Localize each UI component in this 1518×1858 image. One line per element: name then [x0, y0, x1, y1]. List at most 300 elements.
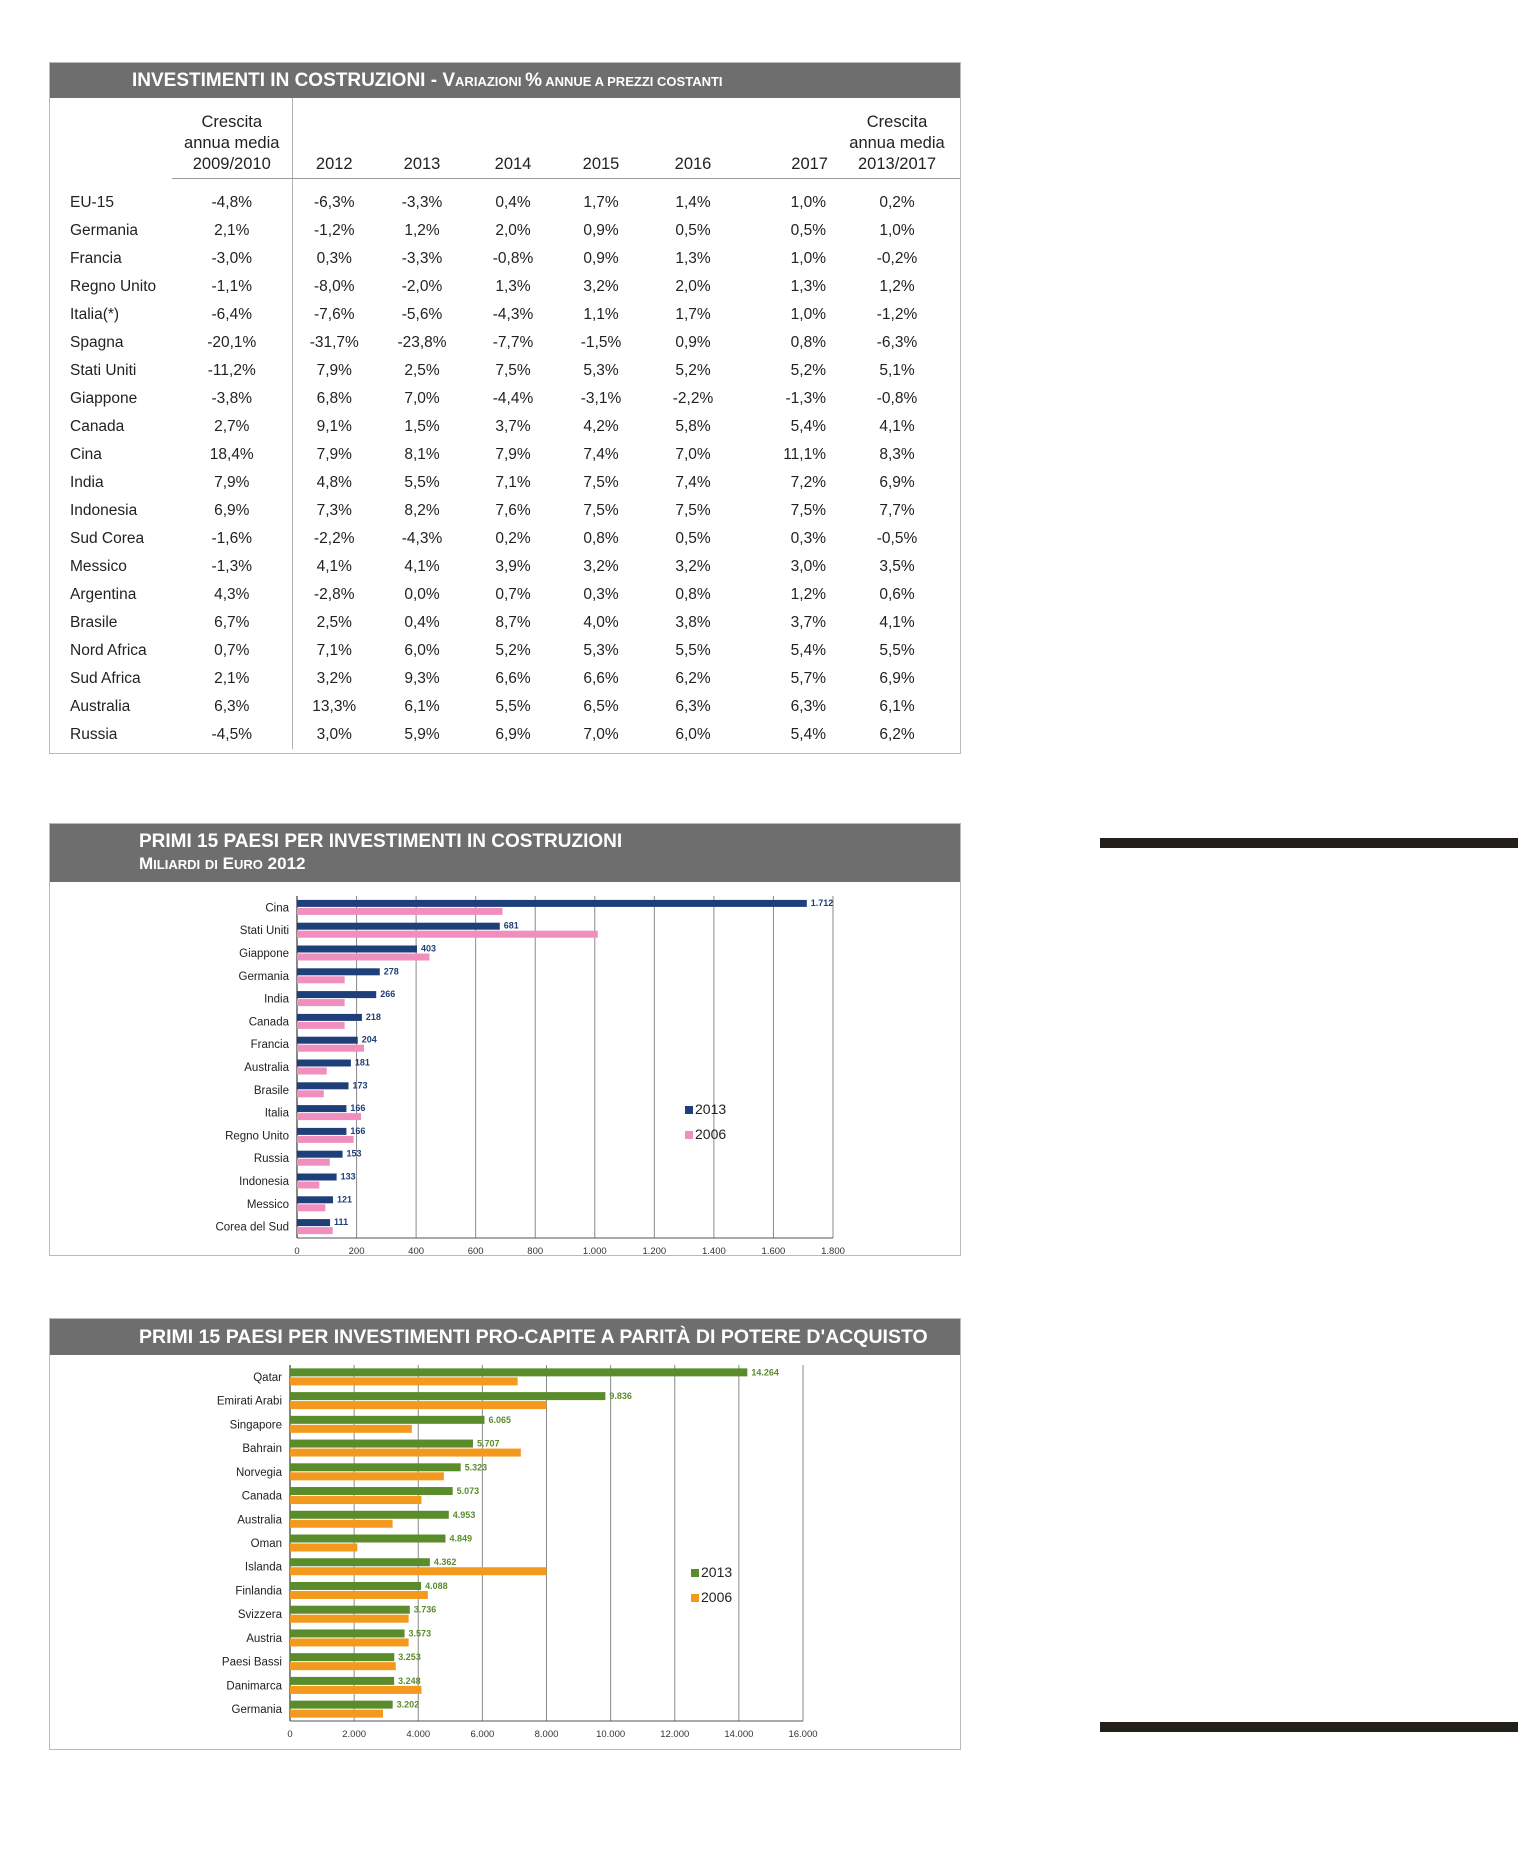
table-row: [50, 441, 960, 469]
bar-2013: [297, 1128, 346, 1135]
bar-2006: [297, 1045, 364, 1052]
country-cell: Brasile: [70, 614, 118, 631]
country-cell: Regno Unito: [70, 278, 157, 295]
header-2013: 2013: [376, 98, 468, 179]
table-row: [50, 693, 960, 721]
data-label: 5.707: [476, 1438, 500, 1449]
value-cell: 5,1%: [879, 362, 915, 379]
value-cell: 6,2%: [675, 670, 711, 687]
value-cell: 1,4%: [675, 194, 711, 211]
value-cell: 1,7%: [583, 194, 619, 211]
value-cell: -1,5%: [580, 334, 622, 351]
country-cell: Sud Corea: [70, 530, 145, 547]
header-text: 2009/2010: [192, 155, 271, 173]
value-cell: 5,5%: [675, 642, 711, 659]
value-cell: 1,1%: [583, 306, 619, 323]
header-2016: 2016: [644, 98, 742, 179]
value-cell: 18,4%: [172, 441, 292, 469]
value-cell: -4,4%: [492, 390, 534, 407]
data-label: 4.953: [452, 1509, 476, 1520]
value-cell: 0,0%: [404, 586, 440, 603]
country-cell: Indonesia: [70, 502, 138, 519]
x-tick-label: 600: [467, 1246, 484, 1255]
value-cell: 6,1%: [879, 698, 915, 715]
chart2-svg: [50, 1355, 960, 1749]
data-label: 121: [337, 1194, 353, 1205]
value-cell: 1,3%: [495, 278, 531, 295]
bar-2006: [290, 1472, 444, 1480]
bar-2013: [290, 1558, 430, 1566]
value-cell: 1,0%: [790, 194, 826, 211]
data-label: 5.323: [464, 1462, 488, 1473]
header-2015: 2015: [558, 98, 644, 179]
value-cell: 5,3%: [583, 362, 619, 379]
value-cell: 7,2%: [790, 474, 826, 491]
bar-2006: [297, 931, 598, 938]
value-cell: 5,8%: [675, 418, 711, 435]
data-label: 4.849: [449, 1533, 473, 1544]
header-2014: 2014: [468, 98, 558, 179]
country-cell: Germania: [70, 222, 139, 239]
value-cell: 1,2%: [879, 278, 915, 295]
header-text: Crescita: [201, 113, 262, 131]
category-label: Austria: [246, 1632, 282, 1645]
category-label: Brasile: [253, 1084, 289, 1097]
value-cell: 1,7%: [675, 306, 711, 323]
table-header-row: [50, 98, 960, 179]
category-label: Regno Unito: [225, 1130, 289, 1143]
value-cell: 0,2%: [879, 194, 915, 211]
bar-2006: [297, 976, 345, 983]
value-cell: 7,4%: [583, 446, 619, 463]
bar-2013: [290, 1629, 405, 1637]
value-cell: 4,0%: [583, 614, 619, 631]
bar-2013: [297, 968, 380, 975]
value-cell: 5,2%: [675, 362, 711, 379]
value-cell: 3,5%: [879, 558, 915, 575]
bar-2013: [290, 1368, 747, 1376]
value-cell: -4,3%: [492, 306, 534, 323]
value-cell: 4,1%: [879, 614, 915, 631]
value-cell: 7,0%: [675, 446, 711, 463]
value-cell: 0,8%: [790, 334, 826, 351]
value-cell: 0,7%: [172, 637, 292, 665]
table-row: [50, 179, 960, 218]
value-cell: -1,3%: [785, 390, 826, 407]
growth-table-panel: [49, 62, 961, 754]
data-label: 403: [421, 943, 437, 954]
value-cell: 5,5%: [495, 698, 531, 715]
value-cell: 3,8%: [675, 614, 711, 631]
value-cell: -2,2%: [672, 390, 714, 407]
value-cell: -2,0%: [401, 278, 443, 295]
bar-2006: [290, 1686, 421, 1694]
value-cell: -2,2%: [314, 530, 355, 547]
value-cell: 8,7%: [495, 614, 531, 631]
value-cell: 3,7%: [495, 418, 531, 435]
x-tick-label: 16.000: [788, 1729, 818, 1740]
value-cell: -4,3%: [401, 530, 443, 547]
value-cell: 3,7%: [790, 614, 826, 631]
country-cell: Canada: [70, 418, 125, 435]
value-cell: 3,2%: [583, 558, 619, 575]
value-cell: 0,5%: [675, 222, 711, 239]
value-cell: 7,5%: [495, 362, 531, 379]
value-cell: -3,1%: [580, 390, 622, 407]
bar-2013: [290, 1701, 393, 1709]
value-cell: 0,3%: [790, 530, 826, 547]
x-tick-label: 1.600: [761, 1246, 786, 1255]
category-label: India: [264, 993, 289, 1006]
bar-2013: [297, 1151, 343, 1158]
value-cell: 0,5%: [675, 530, 711, 547]
legend-swatch-2013: [691, 1569, 699, 1577]
value-cell: 0,9%: [583, 250, 619, 267]
category-label: Canada: [248, 1016, 289, 1029]
value-cell: 0,8%: [675, 586, 711, 603]
bar-2013: [290, 1653, 394, 1661]
header-growth-2009-2010: [172, 98, 292, 179]
decorative-rule-top: [1100, 838, 1518, 848]
country-cell: India: [70, 474, 104, 491]
value-cell: -4,8%: [172, 179, 292, 218]
category-label: Indonesia: [239, 1176, 289, 1188]
category-label: Danimarca: [226, 1680, 282, 1693]
table-body: [50, 179, 960, 750]
bar-2013: [297, 1219, 330, 1226]
value-cell: 0,9%: [583, 222, 619, 239]
value-cell: 6,6%: [495, 670, 531, 687]
bar-2013: [297, 946, 417, 953]
value-cell: 6,6%: [583, 670, 619, 687]
bar-2013: [297, 1082, 349, 1089]
data-label: 218: [365, 1011, 381, 1022]
value-cell: 0,3%: [583, 586, 619, 603]
header-2017: 2017: [742, 98, 834, 179]
value-cell: 7,4%: [675, 474, 711, 491]
value-cell: 6,9%: [879, 474, 915, 491]
bar-2013: [290, 1511, 449, 1519]
category-label: Islanda: [244, 1561, 282, 1574]
value-cell: 4,2%: [583, 418, 619, 435]
table-title-sub: VARIAZIONI % ANNUE A PREZZI COSTANTI: [442, 70, 723, 91]
category-label: Finlandia: [235, 1585, 282, 1598]
x-tick-label: 1.200: [642, 1246, 667, 1255]
chart2-title: PRIMI 15 PAESI PER INVESTIMENTI PRO-CAPITE A PARITÀ DI POTERE D'ACQUISTO: [50, 1319, 960, 1355]
category-label: Cina: [265, 902, 289, 915]
value-cell: 5,2%: [495, 642, 531, 659]
value-cell: 7,5%: [675, 502, 711, 519]
category-label: Singapore: [229, 1419, 282, 1432]
x-tick-label: 0: [294, 1246, 300, 1255]
data-label: 111: [334, 1217, 349, 1228]
header-2012: 2012: [292, 98, 376, 179]
table-row: [50, 469, 960, 497]
value-cell: -11,2%: [172, 357, 292, 385]
x-tick-label: 0: [287, 1729, 293, 1740]
country-cell: Spagna: [70, 334, 124, 351]
value-cell: -7,7%: [492, 334, 534, 351]
category-label: Qatar: [253, 1371, 282, 1384]
value-cell: -2,8%: [314, 586, 355, 603]
x-tick-label: 12.000: [660, 1729, 690, 1740]
value-cell: 7,0%: [583, 726, 619, 743]
value-cell: 6,7%: [172, 609, 292, 637]
value-cell: 6,0%: [675, 726, 711, 743]
per-capita-investment-chart-panel: [49, 1318, 961, 1750]
value-cell: -1,6%: [172, 525, 292, 553]
value-cell: 0,7%: [495, 586, 531, 603]
value-cell: -8,0%: [314, 278, 355, 295]
value-cell: 4,1%: [879, 418, 915, 435]
growth-table: [50, 98, 960, 749]
data-label: 153: [346, 1148, 362, 1159]
value-cell: 0,4%: [404, 614, 440, 631]
x-tick-label: 6.000: [470, 1729, 495, 1740]
value-cell: 1,2%: [790, 586, 826, 603]
value-cell: 2,5%: [404, 362, 440, 379]
bar-2013: [297, 1105, 346, 1112]
value-cell: 5,5%: [879, 642, 915, 659]
category-label: Germania: [238, 970, 289, 983]
table-row: [50, 553, 960, 581]
legend-label: 2013: [695, 1101, 727, 1117]
bar-2006: [297, 908, 502, 915]
value-cell: 8,1%: [404, 446, 440, 463]
value-cell: 1,0%: [790, 250, 826, 267]
bar-2013: [297, 1014, 362, 1021]
value-cell: 7,1%: [316, 642, 352, 659]
value-cell: 3,0%: [790, 558, 826, 575]
data-label: 3.253: [398, 1652, 421, 1663]
bar-2006: [290, 1544, 357, 1552]
bar-2006: [290, 1710, 383, 1718]
table-row: [50, 665, 960, 693]
table-row: [50, 609, 960, 637]
value-cell: 7,1%: [495, 474, 531, 491]
value-cell: -0,8%: [876, 390, 918, 407]
chart1-title: PRIMI 15 PAESI PER INVESTIMENTI IN COSTRUZIONI: [139, 831, 623, 852]
data-label: 5.073: [456, 1486, 480, 1497]
value-cell: -31,7%: [309, 334, 359, 351]
table-row: [50, 721, 960, 749]
bar-2013: [297, 900, 807, 907]
value-cell: 6,9%: [172, 497, 292, 525]
value-cell: 6,3%: [172, 693, 292, 721]
bar-2013: [297, 1060, 351, 1067]
value-cell: 5,9%: [404, 726, 440, 743]
country-cell: EU-15: [70, 193, 114, 211]
data-label: 204: [361, 1034, 377, 1045]
data-label: 133: [340, 1171, 356, 1182]
chart1-header: [50, 824, 960, 882]
bar-2006: [297, 1136, 354, 1143]
value-cell: 4,8%: [316, 474, 352, 491]
value-cell: 4,1%: [316, 558, 352, 575]
country-cell: Sud Africa: [70, 670, 141, 687]
x-tick-label: 1.400: [701, 1246, 726, 1255]
value-cell: 6,9%: [495, 726, 531, 743]
value-cell: 5,4%: [790, 418, 826, 435]
legend-label: 2013: [701, 1564, 733, 1580]
value-cell: -1,3%: [172, 553, 292, 581]
value-cell: -20,1%: [172, 329, 292, 357]
value-cell: 6,3%: [675, 698, 711, 715]
value-cell: 2,5%: [316, 614, 352, 631]
bar-2006: [290, 1615, 409, 1623]
bar-2006: [290, 1520, 393, 1528]
value-cell: 0,6%: [879, 586, 915, 603]
value-cell: -1,2%: [876, 306, 918, 323]
value-cell: 7,7%: [879, 502, 915, 519]
bar-2006: [290, 1662, 396, 1670]
data-label: 6.065: [488, 1414, 511, 1425]
value-cell: -0,5%: [876, 530, 918, 547]
category-label: Italia: [264, 1107, 289, 1120]
category-label: Stati Uniti: [239, 925, 289, 938]
table-row: [50, 329, 960, 357]
bar-2006: [290, 1496, 421, 1504]
value-cell: 2,0%: [495, 222, 531, 239]
value-cell: -0,8%: [492, 250, 534, 267]
data-label: 166: [350, 1103, 366, 1114]
value-cell: -3,8%: [172, 385, 292, 413]
value-cell: 0,5%: [790, 222, 826, 239]
value-cell: 3,0%: [316, 726, 352, 743]
decorative-rule-bottom: [1100, 1722, 1518, 1732]
header-growth-2013-2017: [834, 98, 960, 179]
bar-2006: [297, 1227, 333, 1234]
bar-2013: [290, 1416, 484, 1424]
category-label: Russia: [253, 1153, 289, 1166]
value-cell: 6,5%: [583, 698, 619, 715]
table-title-main: INVESTIMENTI IN COSTRUZIONI -: [132, 70, 443, 91]
data-label: 9.836: [609, 1391, 632, 1402]
value-cell: 7,9%: [172, 469, 292, 497]
data-label: 3.248: [398, 1675, 421, 1686]
value-cell: 0,8%: [583, 530, 619, 547]
data-label: 3.202: [396, 1699, 420, 1710]
value-cell: 1,3%: [675, 250, 711, 267]
value-cell: 7,9%: [316, 362, 352, 379]
data-label: 181: [354, 1057, 370, 1068]
bar-2013: [297, 923, 500, 930]
construction-investment-chart-panel: [49, 823, 961, 1256]
category-label: Paesi Bassi: [221, 1656, 282, 1669]
country-cell: Nord Africa: [70, 642, 147, 659]
value-cell: -1,2%: [314, 222, 355, 239]
value-cell: 7,9%: [316, 446, 352, 463]
value-cell: 9,1%: [316, 418, 352, 435]
table-row: [50, 413, 960, 441]
value-cell: -3,3%: [401, 194, 443, 211]
table-row: [50, 497, 960, 525]
value-cell: 6,8%: [316, 390, 352, 407]
data-label: 3.736: [413, 1604, 437, 1615]
value-cell: -3,0%: [172, 245, 292, 273]
header-text: annua media: [184, 134, 280, 152]
category-label: Canada: [241, 1490, 282, 1503]
data-label: 4.362: [433, 1557, 457, 1568]
value-cell: 11,1%: [783, 446, 826, 463]
data-label: 166: [350, 1125, 366, 1136]
x-tick-label: 14.000: [724, 1729, 754, 1740]
value-cell: 6,2%: [879, 726, 915, 743]
value-cell: 7,0%: [404, 390, 440, 407]
legend-swatch-2013: [685, 1106, 693, 1114]
bar-2006: [290, 1638, 409, 1646]
category-label: Oman: [250, 1538, 282, 1550]
value-cell: 2,1%: [172, 665, 292, 693]
value-cell: 1,0%: [879, 222, 915, 239]
value-cell: 1,3%: [790, 278, 826, 295]
table-title: [50, 63, 960, 98]
category-label: Australia: [244, 1062, 289, 1074]
country-cell: Australia: [70, 698, 131, 715]
bar-2013: [297, 1174, 337, 1181]
data-label: 4.088: [425, 1580, 448, 1591]
legend-label: 2006: [701, 1589, 733, 1605]
bar-2013: [290, 1463, 461, 1471]
table-row: [50, 217, 960, 245]
bar-2013: [290, 1392, 605, 1400]
value-cell: -23,8%: [397, 334, 447, 351]
table-row: [50, 301, 960, 329]
value-cell: -3,3%: [401, 250, 443, 267]
value-cell: 8,3%: [879, 446, 915, 463]
category-label: Giappone: [239, 948, 289, 960]
bar-2006: [290, 1449, 521, 1457]
value-cell: 7,6%: [495, 502, 531, 519]
value-cell: 9,3%: [404, 670, 440, 687]
value-cell: -6,3%: [876, 334, 918, 351]
value-cell: 3,2%: [316, 670, 352, 687]
bar-2006: [290, 1567, 547, 1575]
value-cell: 5,4%: [790, 642, 826, 659]
value-cell: 4,3%: [172, 581, 292, 609]
country-cell: Argentina: [70, 586, 137, 603]
chart1-svg: [50, 882, 960, 1255]
value-cell: 1,5%: [404, 418, 440, 435]
x-tick-label: 800: [527, 1246, 544, 1255]
x-tick-label: 8.000: [534, 1729, 559, 1740]
value-cell: 5,2%: [790, 362, 826, 379]
bar-2006: [290, 1591, 428, 1599]
value-cell: 0,4%: [495, 194, 531, 211]
value-cell: -6,3%: [314, 194, 355, 211]
bar-2006: [297, 1159, 330, 1166]
bar-2013: [297, 1037, 358, 1044]
bar-2006: [290, 1377, 518, 1385]
data-label: 266: [380, 989, 396, 1000]
value-cell: 0,3%: [316, 250, 352, 267]
table-row: [50, 637, 960, 665]
data-label: 14.264: [751, 1367, 779, 1378]
value-cell: 0,2%: [495, 530, 531, 547]
category-label: Svizzera: [237, 1609, 282, 1622]
table-row: [50, 245, 960, 273]
value-cell: 4,1%: [404, 558, 440, 575]
bar-2006: [297, 1182, 319, 1189]
value-cell: 3,2%: [675, 558, 711, 575]
bar-2006: [297, 999, 345, 1006]
bar-2006: [297, 1068, 327, 1075]
value-cell: -4,5%: [172, 721, 292, 749]
legend-swatch-2006: [691, 1594, 699, 1602]
bar-2013: [290, 1677, 394, 1685]
country-cell: Giappone: [70, 390, 138, 407]
country-cell: Russia: [70, 726, 118, 743]
